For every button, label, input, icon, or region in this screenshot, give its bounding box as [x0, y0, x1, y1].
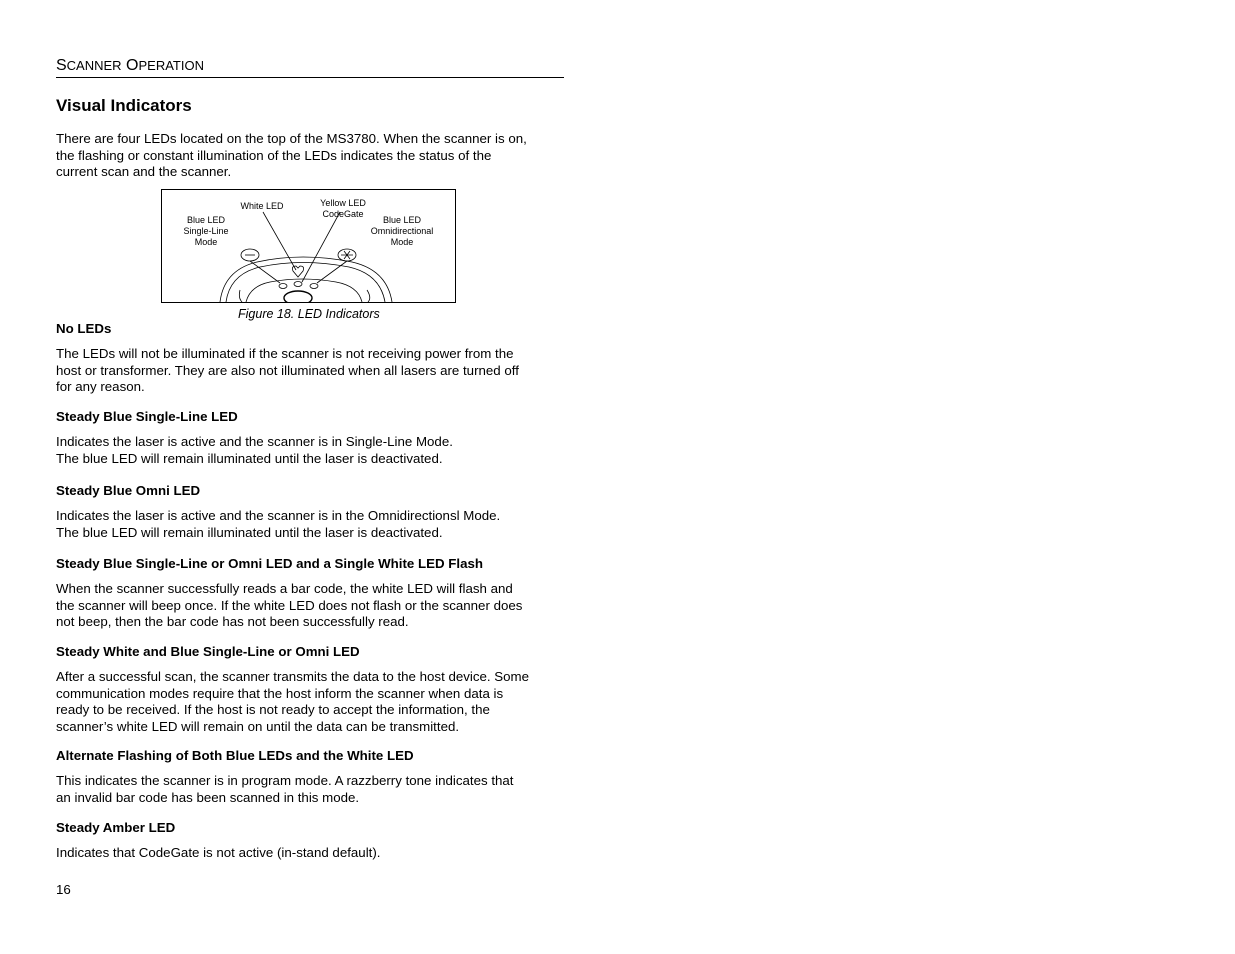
blue-single-line-led	[279, 284, 287, 289]
label-blue-omni-1: Blue LED	[382, 215, 422, 225]
label-blue-omni-3: Mode	[390, 237, 414, 247]
scanner-window-outline	[246, 279, 362, 302]
label-blue-omni-2: Omnidirectional	[370, 226, 434, 236]
section-body	[56, 508, 566, 541]
running-header	[56, 57, 564, 78]
scanner-body-inner-outline	[226, 263, 385, 303]
body-line: After a successful scan, the scanner transmits the data to the host device. Some	[56, 669, 530, 684]
label-blue-single-2: Single-Line	[183, 226, 229, 236]
body-line: not beep, then the bar code has not been successfully read.	[56, 614, 409, 630]
page-number: 16	[56, 882, 71, 897]
white-led	[294, 282, 302, 287]
section-heading: Steady Amber LED	[56, 820, 176, 835]
header-letter-o: O	[126, 57, 139, 74]
body-line: an invalid bar code has been scanned in this mode.	[56, 789, 360, 805]
section-body	[56, 669, 566, 736]
figure-caption: Figure 18. LED Indicators	[238, 307, 380, 321]
header-letter-s: S	[56, 57, 67, 74]
scanner-body-outline	[220, 257, 392, 302]
codegate-led-icon	[292, 266, 303, 277]
body-line: for any reason.	[56, 379, 145, 395]
body-line: When the scanner successfully reads a bar code, the white LED will flash and	[56, 581, 513, 596]
body-line: host or transformer. They are also not illuminated when all lasers are turned off	[56, 362, 519, 378]
led-indicators-figure	[161, 189, 456, 303]
leader-line-white	[263, 212, 296, 270]
section-heading: Steady Blue Single-Line or Omni LED and a Single White LED Flash	[56, 556, 484, 571]
body-line: This indicates the scanner is in program mode. A razzberry tone indicates that	[56, 773, 514, 788]
label-white-led: White LED	[240, 201, 284, 211]
section-body	[56, 845, 566, 862]
section-heading: Steady Blue Omni LED	[56, 483, 201, 498]
scanner-top-illustration	[162, 190, 455, 302]
leader-line-yellow	[302, 212, 340, 282]
section-heading: Alternate Flashing of Both Blue LEDs and the White LED	[56, 748, 414, 763]
body-line: The blue LED will remain illuminated until the laser is deactivated.	[56, 450, 443, 466]
label-yellow-2: CodeGate	[322, 209, 364, 219]
center-button	[284, 291, 312, 302]
section-title: Visual Indicators	[56, 96, 192, 115]
intro-line: There are four LEDs located on the top of the MS3780. When the scanner is on,	[56, 131, 527, 146]
section-heading: Steady Blue Single-Line LED	[56, 409, 238, 424]
intro-line: the flashing or constant illumination of the LEDs indicates the status of the	[56, 147, 492, 163]
body-line: Indicates the laser is active and the scanner is in the Omnidirectionsl Mode.	[56, 508, 501, 523]
omni-mode-icon-lines	[341, 251, 353, 259]
blue-omni-led	[310, 284, 318, 289]
body-line: communication modes require that the host inform the scanner when data is	[56, 685, 504, 701]
header-word-canner: CANNER	[66, 58, 122, 73]
section-body	[56, 434, 566, 467]
scanner-rib	[239, 290, 242, 302]
body-line: The LEDs will not be illuminated if the scanner is not receiving power from the	[56, 346, 514, 361]
section-body	[56, 346, 566, 396]
label-yellow-1: Yellow LED	[320, 198, 366, 208]
body-line: Indicates that CodeGate is not active (in-stand default).	[56, 845, 381, 860]
label-blue-single-3: Mode	[194, 237, 218, 247]
body-line: ready to be received. If the host is not ready to accept the information, the	[56, 702, 490, 718]
section-heading: Steady White and Blue Single-Line or Omni LED	[56, 644, 360, 659]
intro-line: current scan and the scanner.	[56, 164, 232, 180]
body-line: scanner’s white LED will remain on until the data can be transmitted.	[56, 719, 460, 735]
scanner-rib	[367, 290, 370, 302]
intro-paragraph	[56, 131, 566, 181]
section-body	[56, 581, 566, 631]
section-body	[56, 773, 566, 806]
body-line: The blue LED will remain illuminated until the laser is deactivated.	[56, 524, 443, 540]
body-line: Indicates the laser is active and the scanner is in Single-Line Mode.	[56, 434, 453, 449]
body-line: the scanner will beep once. If the white LED does not flash or the scanner does	[56, 597, 523, 613]
section-heading: No LEDs	[56, 321, 112, 336]
header-word-peration: PERATION	[138, 58, 204, 73]
label-blue-single-1: Blue LED	[186, 215, 226, 225]
